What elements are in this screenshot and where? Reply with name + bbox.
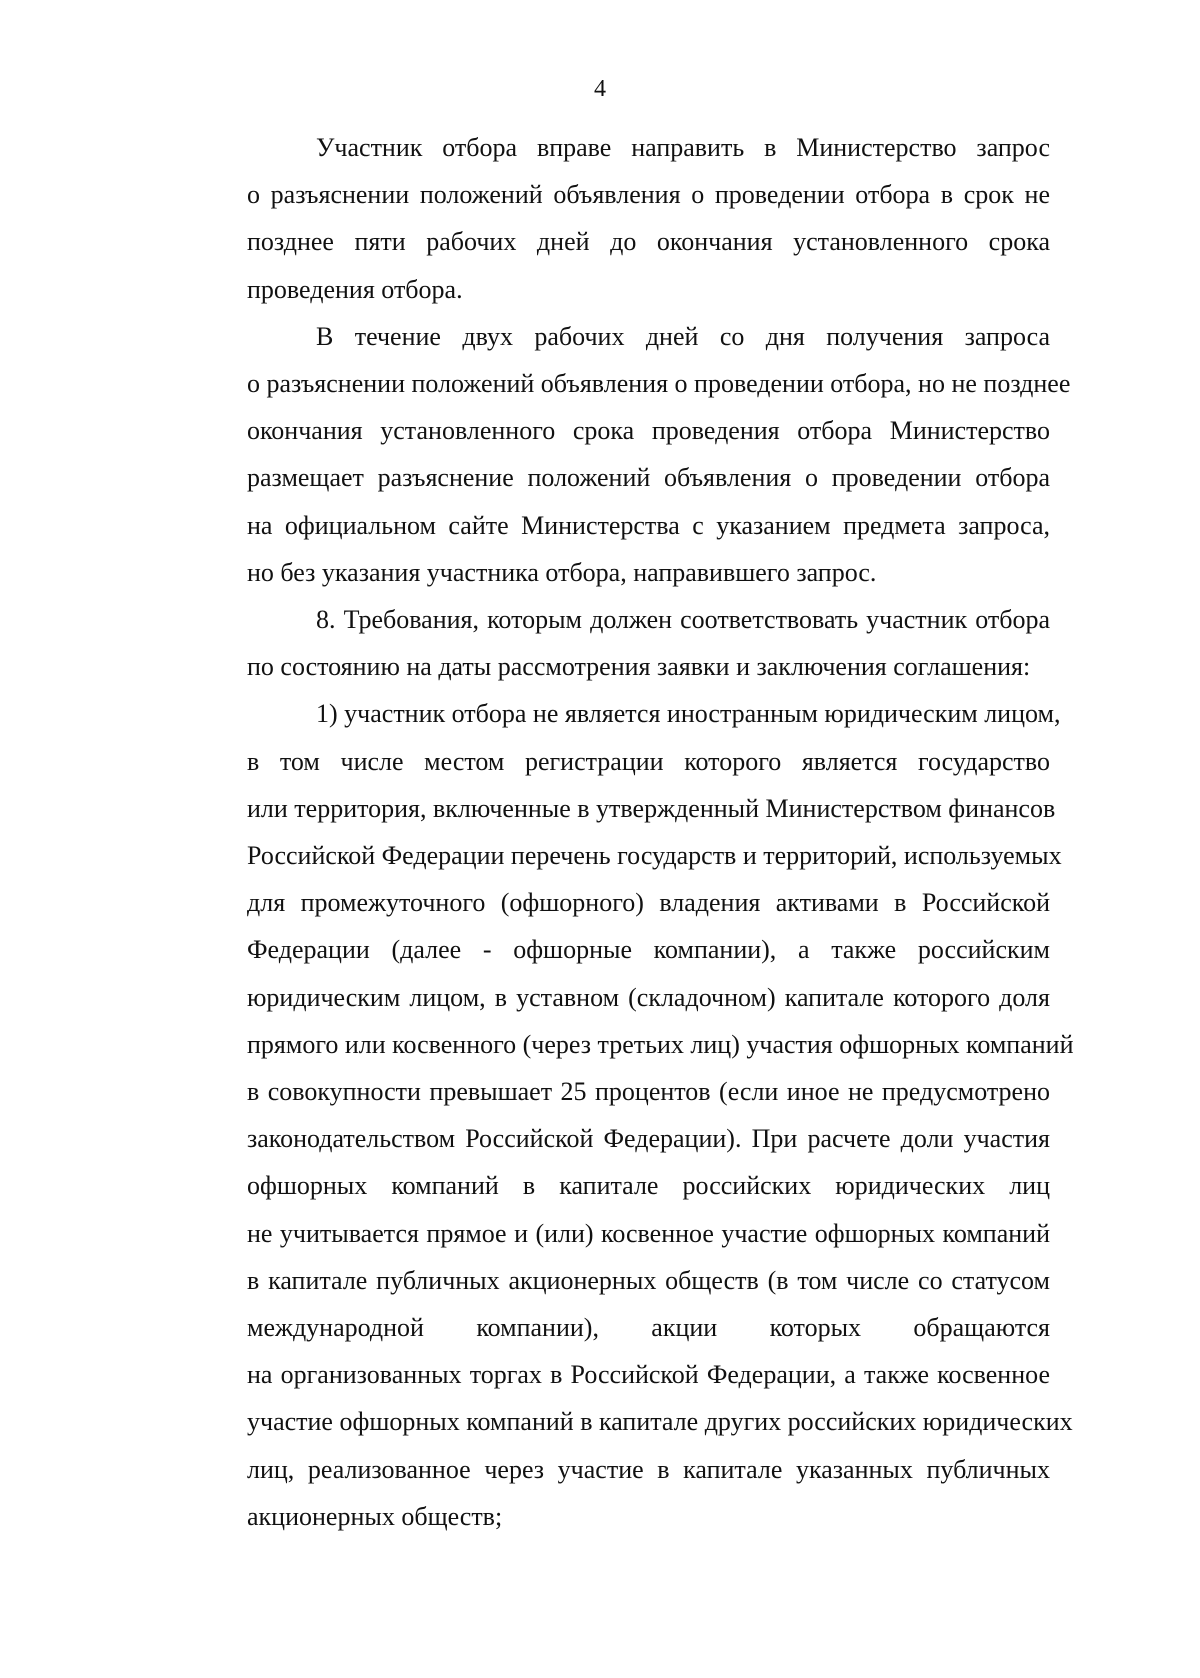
text-line: не учитывается прямое и (или) косвенное участие офшорных компаний (247, 1218, 1050, 1248)
text-line: акционерных обществ; (247, 1501, 503, 1531)
text-line: на организованных торгах в Российской Федерации, а также косвенное (247, 1360, 1050, 1390)
text-line: 8. Требования, которым должен соответствовать участник отбора (316, 605, 1050, 635)
paragraph-requirements-heading (178, 596, 1050, 690)
text-line: офшорных компаний в капитале российских юридических лиц (247, 1171, 1050, 1201)
text-line: для промежуточного (офшорного) владения активами в Российской (247, 888, 1050, 918)
text-line: Федерации (далее - офшорные компании), а также российским (247, 935, 1050, 965)
text-line: в капитале публичных акционерных обществ (в том числе со статусом (247, 1265, 1050, 1295)
text-line: лиц, реализованное через участие в капитале указанных публичных (247, 1454, 1050, 1484)
text-line: Российской Федерации перечень государств и территорий, используемых (247, 841, 1062, 871)
text-line: на официальном сайте Министерства с указанием предмета запроса, (247, 510, 1050, 540)
paragraph-requirement-1 (178, 690, 1074, 1540)
document-body (178, 124, 1074, 1540)
text-line: размещает разъяснение положений объявления о проведении отбора (247, 463, 1050, 493)
text-line: позднее пяти рабочих дней до окончания установленного срока (247, 227, 1050, 257)
text-line: законодательством Российской Федерации). При расчете доли участия (247, 1124, 1050, 1154)
text-line: участие офшорных компаний в капитале других российских юридических (247, 1407, 1073, 1437)
text-line: окончания установленного срока проведения отбора Министерство (247, 416, 1050, 446)
text-line: В течение двух рабочих дней со дня получения запроса (316, 321, 1050, 351)
text-line: проведения отбора. (247, 274, 463, 304)
text-line: о разъяснении положений объявления о проведении отбора в срок не (247, 180, 1050, 210)
text-line: но без указания участника отбора, направившего запрос. (247, 557, 877, 587)
text-line: в том числе местом регистрации которого является государство (247, 746, 1050, 776)
text-line: по состоянию на даты рассмотрения заявки и заключения соглашения: (247, 652, 1031, 682)
text-line: в совокупности превышает 25 процентов (если иное не предусмотрено (247, 1077, 1050, 1107)
text-line: о разъяснении положений объявления о проведении отбора, но не позднее (247, 369, 1071, 399)
text-line: или территория, включенные в утвержденный Министерством финансов (247, 793, 1056, 823)
paragraph-clarification-request (178, 124, 1050, 313)
text-line: 1) участник отбора не является иностранным юридическим лицом, (316, 699, 1061, 729)
text-line: международной компании), акции которых обращаются (247, 1313, 1050, 1343)
text-line: прямого или косвенного (через третьих лиц) участия офшорных компаний (247, 1029, 1074, 1059)
text-line: Участник отбора вправе направить в Министерство запрос (316, 133, 1050, 162)
page-number: 4 (594, 76, 606, 102)
text-line: юридическим лицом, в уставном (складочном) капитале которого доля (247, 982, 1050, 1012)
paragraph-clarification-publication (178, 313, 1071, 596)
